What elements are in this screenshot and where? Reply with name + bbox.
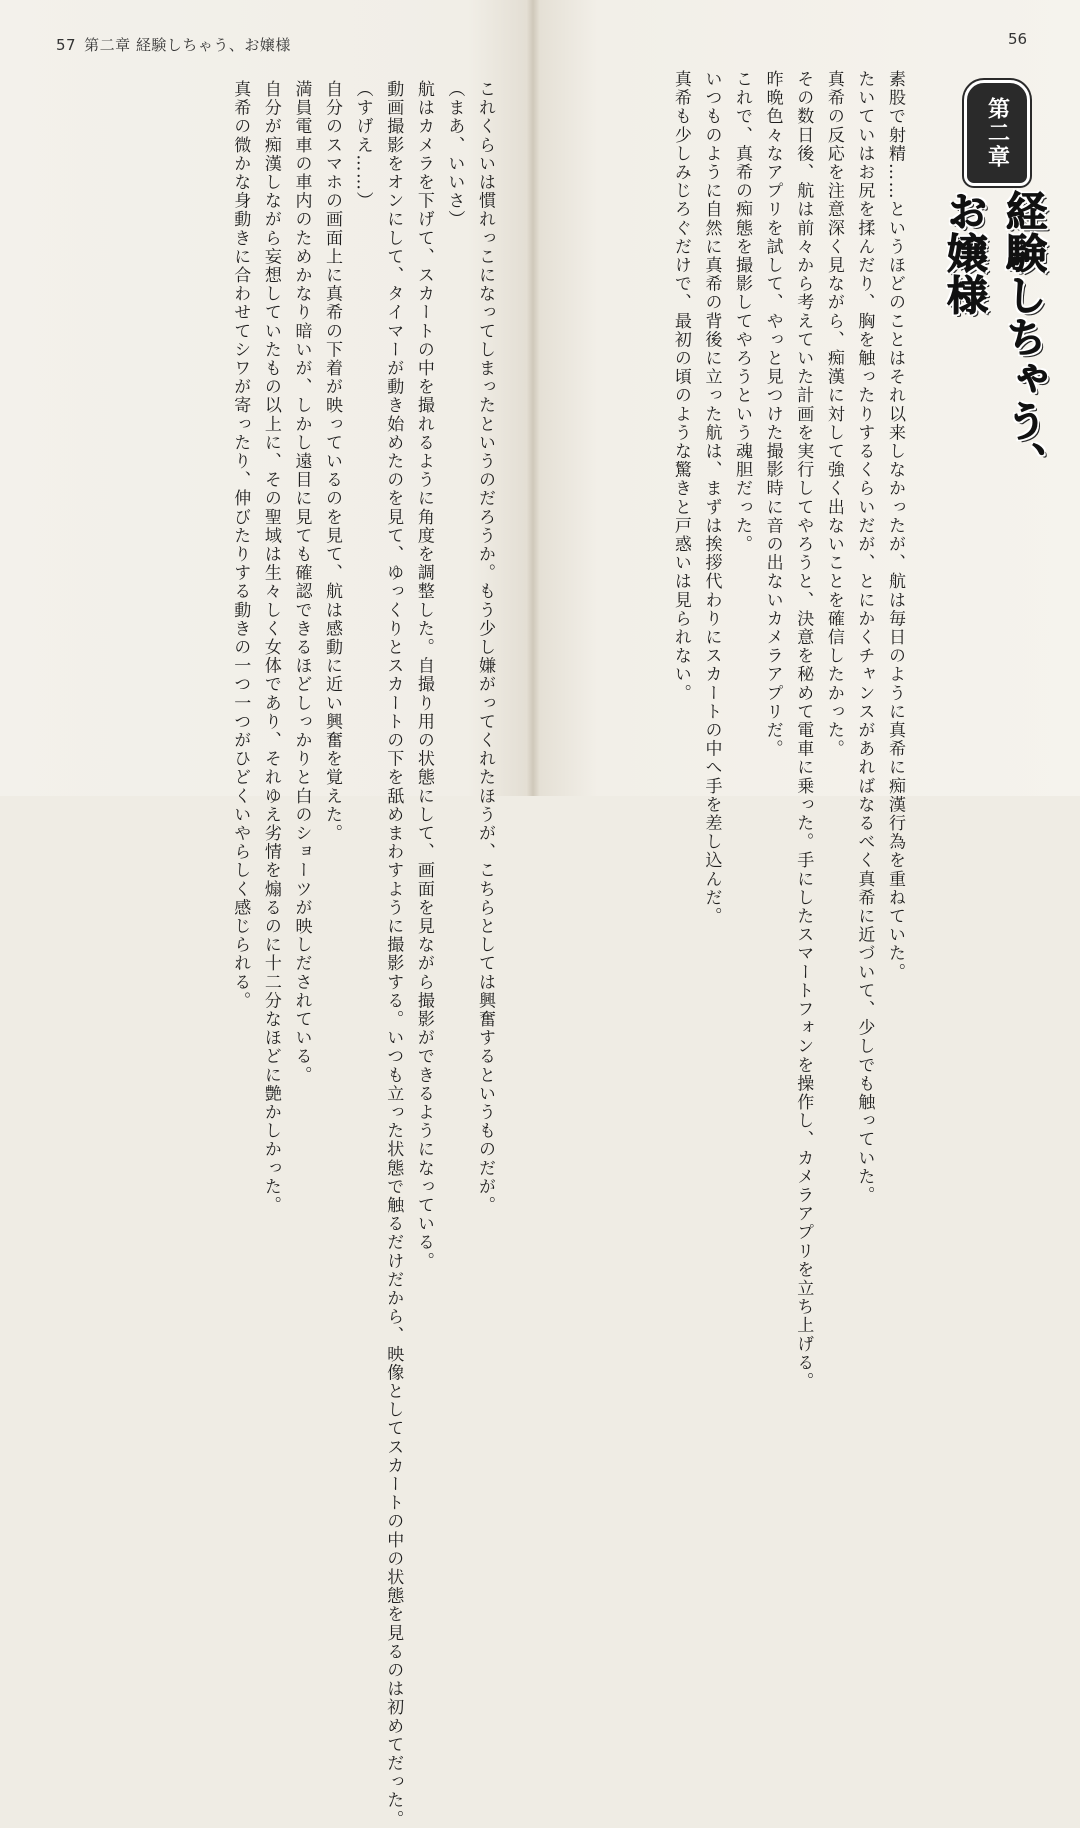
paragraph: 素股で射精……というほどのことはそれ以来しなかったが、航は毎日のように真希に痴漢行為を重ねていた。	[885, 70, 905, 982]
paragraph: これで、真希の痴態を撮影してやろうという魂胆だった。	[732, 70, 753, 554]
paragraph: いつものように自然に真希の背後に立った航は、まずは挨拶代わりにスカートの中へ手を差し込んだ。	[701, 70, 722, 926]
paragraph: 自分のスマホの画面上に真希の下着が映っているのを見て、航は感動に近い興奮を覚えた。	[322, 80, 343, 843]
book-gutter	[526, 0, 540, 796]
paragraph: 満員電車の車内のためかなり暗いが、しかし遠目に見ても確認できるほどしっかりと白のショーツが映しだされている。	[291, 80, 312, 1085]
right-page-number: 56	[1008, 30, 1028, 48]
paragraph: 真希も少しみじろぐだけで、最初の頃のような驚きと戸惑いは見られない。	[670, 70, 691, 703]
right-page-body	[585, 70, 910, 1391]
paragraph: 真希の反応を注意深く見ながら、痴漢に対して強く出ないことを確信したかった。	[823, 70, 844, 759]
paragraph: その数日後、航は前々から考えていた計画を実行してやろうと、決意を秘めて電車に乗った。手にしたスマートフォンを操作し、カメラアプリを立ち上げる。	[793, 70, 814, 1391]
chapter-title: 経験しちゃう、お嬢様	[940, 190, 1047, 484]
paragraph: 動画撮影をオンにして、タイマーが動き始めたのを見て、ゆっくりとスカートの下を舐めまわすように撮影する。いつも立った状態で触るだけだから、映像としてスカートの中の状態を見るのは初めてだった。	[383, 80, 404, 1828]
left-page-number: 57	[56, 36, 77, 54]
chapter-label: 第二章	[964, 80, 1030, 186]
paragraph: これくらいは慣れっこになってしまったというのだろうか。もう少し嫌がってくれたほうが、こちらとしては興奮するというものだが。	[475, 80, 495, 1215]
running-header	[56, 34, 291, 55]
paragraph: 真希の微かな身動きに合わせてシワが寄ったり、伸びたりする動きの一つ一つがひどくいやらしく感じられる。	[230, 80, 251, 1010]
paragraph: 昨晩色々なアプリを試して、やっと見つけた撮影時に音の出ないカメラアプリだ。	[762, 70, 783, 759]
paragraph: （まあ、いいさ）	[444, 80, 465, 229]
running-header-title: 第二章 経験しちゃう、お嬢様	[84, 36, 291, 54]
paragraph: 自分が痴漢しながら妄想していたもの以上に、その聖域は生々しく女体であり、それゆえ劣情を煽るのに十二分なほどに艶かしかった。	[260, 80, 281, 1215]
left-page-body	[50, 80, 500, 1828]
paragraph: （すげえ……）	[352, 80, 373, 211]
paragraph: たいていはお尻を揉んだり、胸を触ったりするくらいだが、とにかくチャンスがあればなるべく真希に近づいて、少しでも触っていた。	[854, 70, 875, 1205]
paragraph: 航はカメラを下げて、スカートの中を撮れるように角度を調整した。自撮り用の状態にして、画面を見ながら撮影ができるようになっている。	[413, 80, 434, 1271]
